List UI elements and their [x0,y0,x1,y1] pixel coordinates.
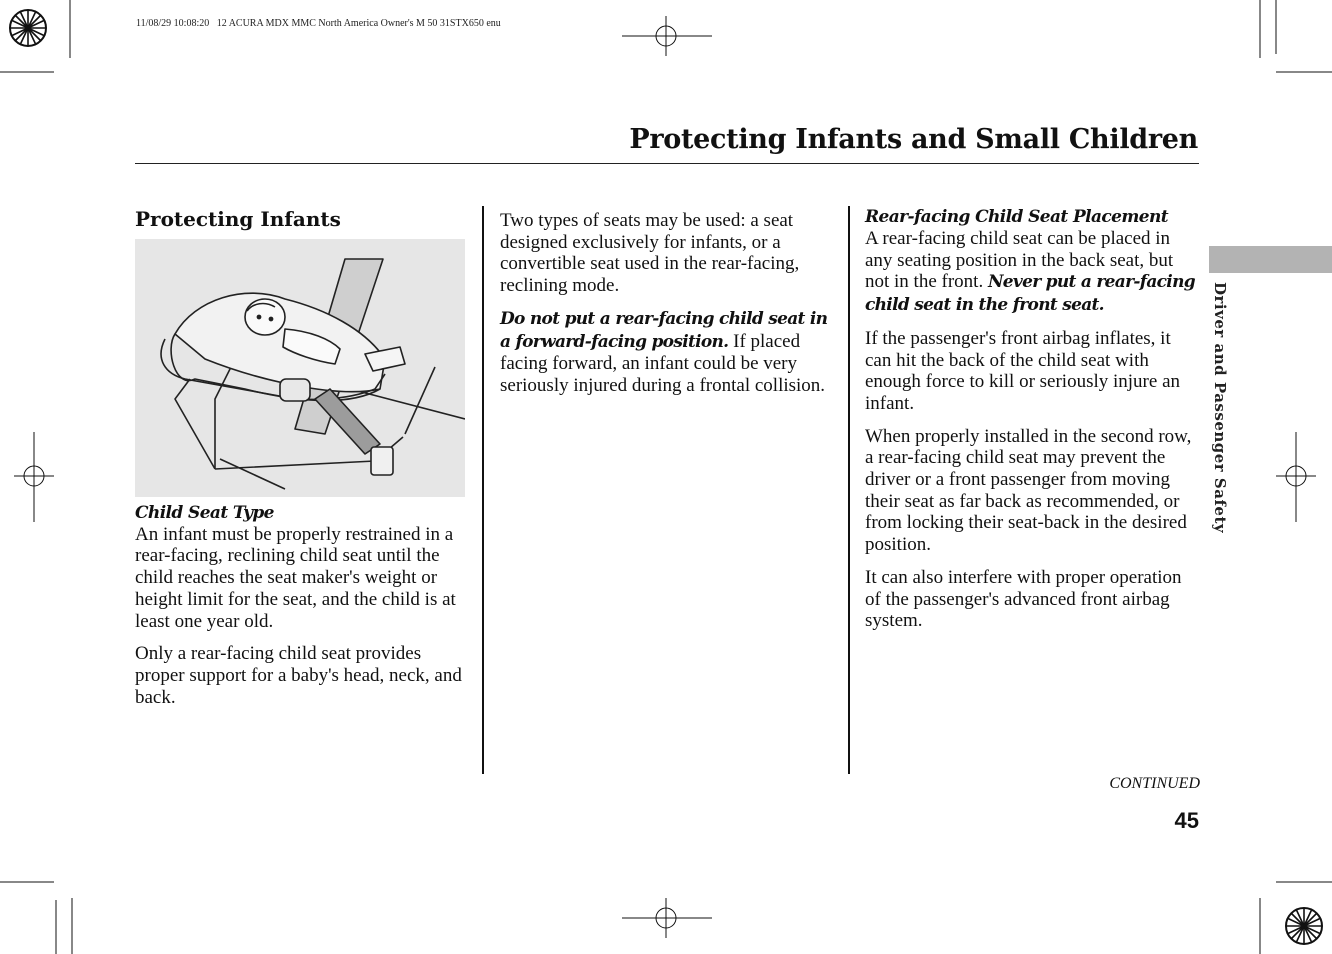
crosshair-icon [622,898,712,938]
column-middle [500,210,834,408]
crosshair-icon [622,16,712,56]
warning-paragraph [500,308,834,397]
print-header: 11/08/29 10:08:20 12 ACURA MDX MMC North America Owner's M 50 31STX650 enu [136,18,501,29]
crosshair-icon [14,432,54,522]
body-paragraph: Two types of seats may be used: a seat designed exclusively for infants, or a convertible seat used in the rear-facing, reclining mode. [500,210,800,297]
body-paragraph: When properly installed in the second row, a rear-facing child seat may prevent the driver or a front passenger from moving their seat as far back as recommended, or from locking their seat-back in the desired position. [865,425,1192,556]
warning-text: Do not put a rear-facing child seat in a forward-facing position. [500,308,828,352]
body-paragraph: It can also interfere with proper operation of the passenger's advanced front airbag system. [865,566,1182,632]
section-tab [1209,246,1332,273]
column-right [865,207,1201,643]
body-text: If placed facing forward, an infant could be very seriously injured during a frontal collision. [500,330,826,396]
column-divider [848,206,850,774]
body-paragraph [865,228,1201,317]
infant-seat-illustration-icon [135,239,465,497]
continued-label: CONTINUED [1109,775,1200,792]
body-paragraph: An infant must be properly restrained in a rear-facing, reclining child seat until the child reaches the seat maker's weight or height limit for the seat, and the child is at least one year old. [135,523,456,632]
column-divider [482,206,484,774]
column-left [135,207,470,719]
body-paragraph: Only a rear-facing child seat provides proper support for a baby's head, neck, and back. [135,643,462,708]
section-tab-label: Driver and Passenger Safety [1211,282,1229,534]
page-number: 45 [1174,808,1199,833]
subheading: Rear-facing Child Seat Placement [865,207,1169,227]
crosshair-icon [1276,432,1316,522]
body-paragraph: If the passenger's front airbag inflates, it can hit the back of the child seat with enough force to kill or seriously injure an infant. [865,327,1181,414]
page-title: Protecting Infants and Small Children [629,124,1198,155]
body-text: A rear-facing child seat can be placed in any seating position in the back seat, but not in the front. [865,228,1174,293]
infant-seat-figure [135,239,465,497]
registration-target-icon [8,8,48,48]
subheading: Child Seat Type [135,502,274,523]
section-heading: Protecting Infants [135,207,341,231]
warning-text: Never put a rear-facing child seat in the front seat. [865,272,1195,316]
title-rule [135,163,1199,164]
registration-target-icon [1284,906,1324,946]
